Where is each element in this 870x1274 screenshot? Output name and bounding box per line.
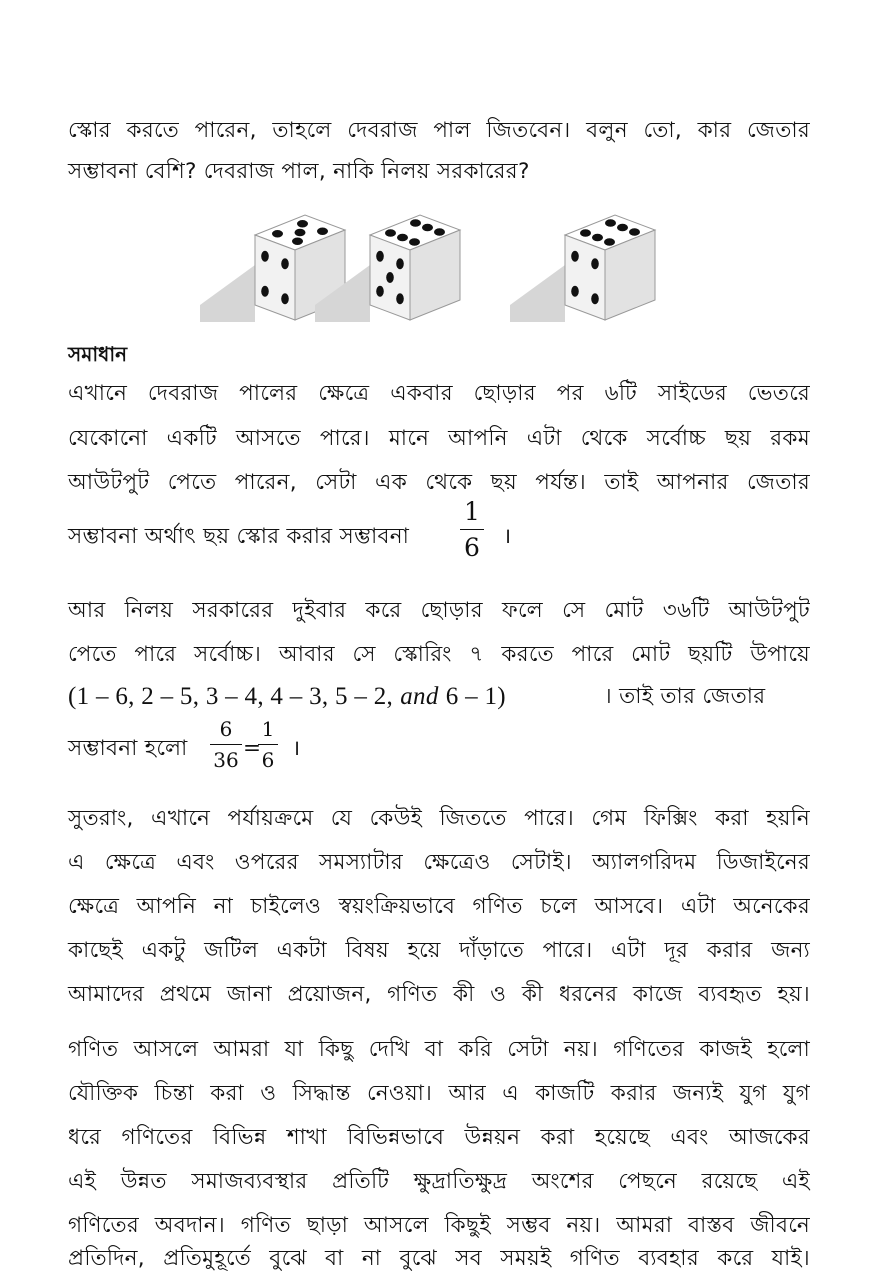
intro-line-1: স্কোর করতে পারেন, তাহলে দেবরাজ পাল জিতবেন। বলুন তো, কার জেতার (68, 118, 810, 143)
fraction-numerator: 6 (219, 717, 233, 741)
die-pip (617, 224, 628, 232)
die-pip (605, 219, 616, 227)
para2-line-3-tail: । তাই তার জেতার (604, 684, 766, 709)
die-pip (297, 220, 308, 228)
para3-line-3: ক্ষেত্রে আপনি না চাইলেও স্বয়ংক্রিয়ভাবে গণিত চলে আসবে। এটা অনেকের (68, 894, 810, 919)
die-pip (409, 238, 420, 246)
die-pip (396, 258, 404, 269)
die-pip (434, 228, 445, 236)
para4-line-5: গণিতের অবদান। গণিত ছাড়া আসলে কিছুই সম্ভব নয়। আমরা বাস্তব জীবনে (68, 1213, 810, 1238)
die-pip (580, 229, 591, 237)
solution-heading: সমাধান (68, 342, 128, 366)
para2-line-2: পেতে পারে সর্বোচ্চ। আবার সে স্কোরিং ৭ করতে পারে মোট ছয়টি উপায়ে (68, 642, 810, 667)
para3-line-5: আমাদের প্রথমে জানা প্রয়োজন, গণিত কী ও কী ধরনের কাজে ব্যবহৃত হয়। (68, 982, 810, 1007)
probability-fraction-one-sixth (460, 497, 484, 562)
die (510, 215, 655, 322)
die-pip (385, 229, 396, 237)
die-pip (410, 219, 421, 227)
intro-line-2: সম্ভাবনা বেশি? দেবরাজ পাল, নাকি নিলয় সরকারের? (68, 159, 530, 184)
fraction-bar (460, 529, 484, 530)
die-pip (376, 286, 384, 297)
para4-line-1: গণিত আসলে আমরা যা কিছু দেখি বা করি সেটা নয়। গণিতের কাজই হলো (68, 1037, 810, 1062)
para1-end: । (503, 524, 512, 549)
die-pip (317, 227, 328, 235)
die-pip (281, 258, 289, 269)
para2-math-line (68, 682, 506, 713)
die-pip (386, 272, 394, 283)
fraction-denominator: 36 (213, 748, 239, 772)
die-pip (591, 293, 599, 304)
die-pip (422, 224, 433, 232)
para1-line-2: যেকোনো একটি আসতে পারে। মানে আপনি এটা থেকে সর্বোচ্চ ছয় রকম (68, 426, 810, 451)
para3-line-4: কাছেই একটু জটিল একটা বিষয় হয়ে দাঁড়াতে পারে। এটা দূর করার জন্য (68, 938, 810, 963)
fraction-numerator: 1 (464, 497, 480, 526)
die-pip (396, 293, 404, 304)
fraction-bar (210, 744, 242, 745)
para2-line-4: সম্ভাবনা হলো (68, 736, 188, 761)
die-shadow (200, 265, 255, 322)
fraction-bar (258, 744, 278, 745)
die-pip (376, 251, 384, 262)
para4-line-2: যৌক্তিক চিন্তা করা ও সিদ্ধান্ত নেওয়া। আর এ কাজটি করার জন্যই যুগ যুগ (68, 1081, 810, 1106)
fraction-denominator: 6 (261, 748, 275, 772)
fraction-numerator: 1 (261, 717, 275, 741)
equals-sign: = (243, 736, 262, 761)
para1-line-3: আউটপুট পেতে পারেন, সেটা এক থেকে ছয় পর্যন্ত। তাই আপনার জেতার (68, 470, 810, 495)
die-pip (571, 286, 579, 297)
outcome-last-pair: 6 – 1) (445, 683, 506, 710)
para4-line-4: এই উন্নত সমাজব্যবস্থার প্রতিটি ক্ষুদ্রাতিক্ষুদ্র অংশের পেছনে রয়েছে এই (68, 1169, 810, 1194)
para2-end: । (292, 736, 301, 761)
die-front-face (565, 235, 605, 320)
para2-line-1: আর নিলয় সরকারের দুইবার করে ছোড়ার ফলে সে মোট ৩৬টি আউটপুট (68, 598, 810, 623)
para3-line-2: এ ক্ষেত্রে এবং ওপরের সমস্যাটার ক্ষেত্রেও সেটাই। অ্যালগরিদম ডিজাইনের (68, 850, 810, 875)
die-pip (604, 238, 615, 246)
die-pip (591, 258, 599, 269)
dice-illustration (200, 210, 690, 335)
fraction-one-sixth (258, 717, 278, 772)
die-shadow (510, 265, 565, 322)
fraction-six-thirtysix (210, 717, 242, 772)
die-pip (592, 234, 603, 242)
para1-line-4: সম্ভাবনা অর্থাৎ ছয় স্কোর করার সম্ভাবনা (68, 524, 410, 549)
die-pip (281, 293, 289, 304)
para4-line-6: প্রতিদিন, প্রতিমুহূর্তে বুঝে বা না বুঝে সব সময়ই গণিত ব্যবহার করে যাই। (68, 1246, 810, 1271)
fraction-denominator: 6 (464, 533, 480, 562)
die-pip (571, 251, 579, 262)
die-pip (397, 234, 408, 242)
die-pip (629, 228, 640, 236)
para3-line-1: সুতরাং, এখানে পর্যায়ক্রমে যে কেউই জিততে পারে। গেম ফিক্সিং করা হয়নি (68, 806, 810, 831)
die-pip (292, 237, 303, 245)
outcome-pairs: (1 – 6, 2 – 5, 3 – 4, 4 – 3, 5 – 2, (68, 683, 394, 710)
die-front-face (255, 235, 295, 320)
para1-line-1: এখানে দেবরাজ পালের ক্ষেত্রে একবার ছোড়ার পর ৬টি সাইডের ভেতরে (68, 381, 810, 406)
die-pip (295, 229, 306, 237)
die-pip (261, 286, 269, 297)
para4-line-3: ধরে গণিতের বিভিন্ন শাখা বিভিন্নভাবে উন্নয়ন করা হয়েছে এবং আজকের (68, 1125, 810, 1150)
die-pip (261, 251, 269, 262)
and-word: and (400, 683, 439, 710)
die-pip (272, 230, 283, 238)
